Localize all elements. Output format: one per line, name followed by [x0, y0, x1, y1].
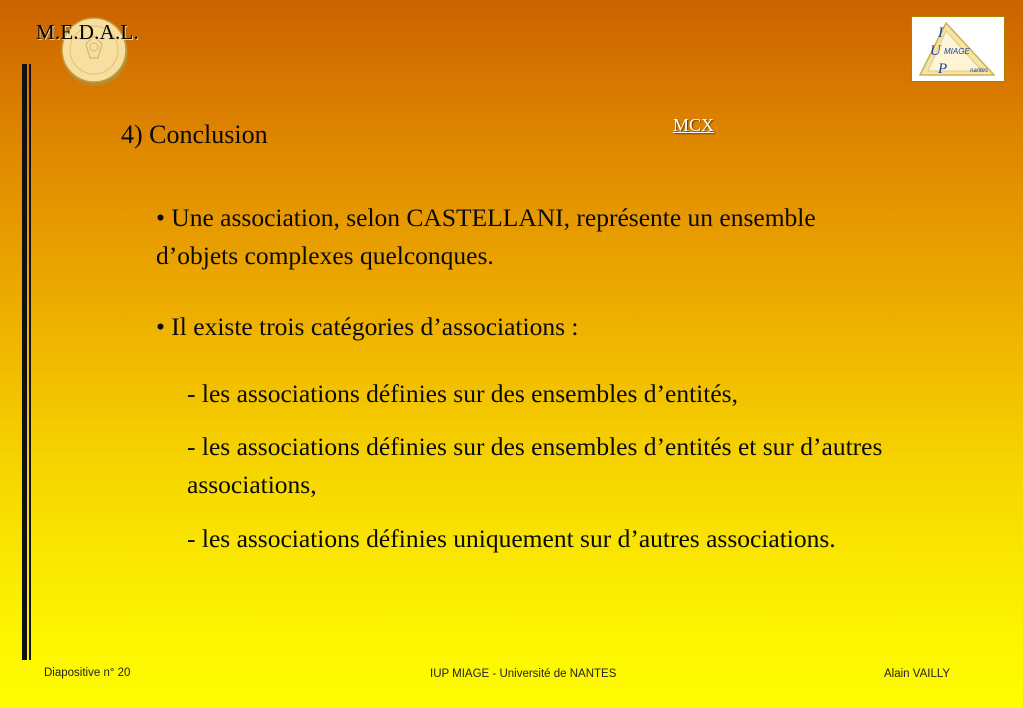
bullet-association-definition: • Une association, selon CASTELLANI, représente un ensemble d’objets complexes quelconques. — [156, 203, 816, 270]
logo-nantes-text: nantes — [970, 68, 989, 74]
sub-item-entities-and-associations: - les associations définies sur des ensembles d’entités et sur d’autres associations, — [187, 432, 883, 499]
brand-title: M.E.D.A.L. — [36, 20, 139, 44]
mcx-link[interactable]: MCX — [673, 115, 715, 135]
left-divider-thin — [29, 64, 31, 660]
sub-item-entities: - les associations définies sur des ensembles d’entités, — [187, 379, 738, 408]
logo-miage-text: MIAGE — [944, 47, 970, 56]
logo-letter-p: P — [938, 61, 948, 77]
section-heading: 4) Conclusion — [121, 120, 268, 149]
bullet-association-categories: • Il existe trois catégories d’associations : — [156, 312, 579, 341]
footer-author: Alain VAILLY — [884, 668, 951, 680]
footer-institution: IUP MIAGE - Université de NANTES — [430, 668, 617, 680]
sub-item-associations-only: - les associations définies uniquement sur d’autres associations. — [187, 524, 836, 553]
logo-letter-u: U — [930, 43, 941, 59]
left-divider-thick — [22, 64, 27, 660]
footer-slide-number: Diapositive n° 20 — [44, 667, 131, 679]
iup-miage-logo — [911, 16, 1005, 82]
logo-triangle-icon — [912, 17, 1004, 81]
logo-letter-i: I — [938, 25, 943, 41]
